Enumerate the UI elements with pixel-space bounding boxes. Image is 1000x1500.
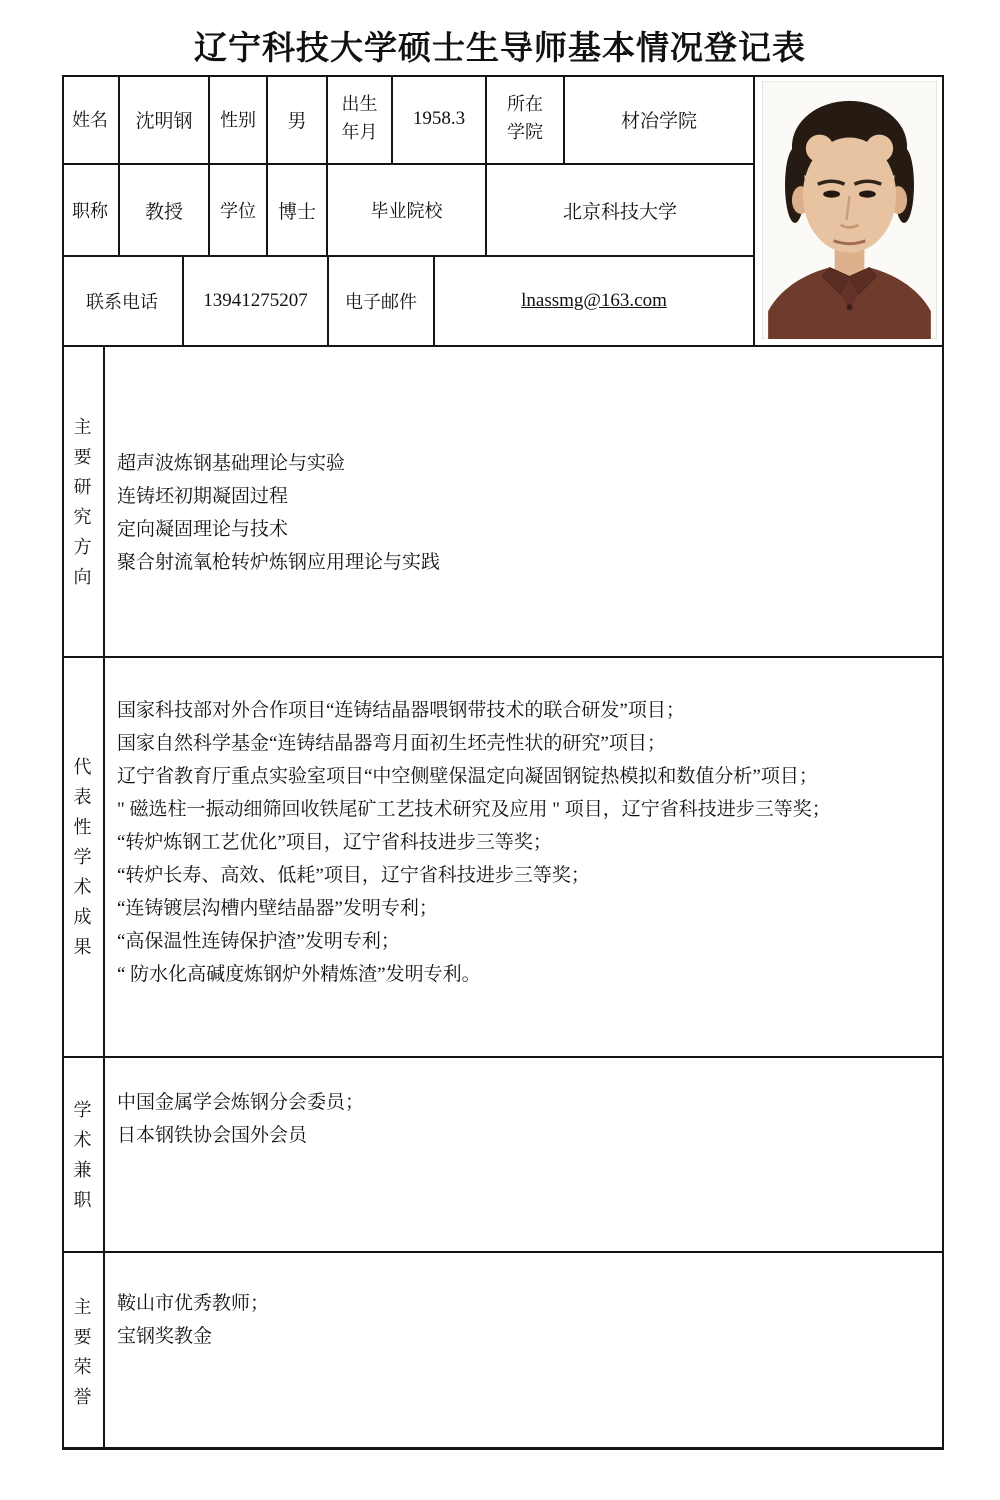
section-label-achievements-text: 代表性学术成果 (73, 757, 92, 957)
achievement-line: “转炉长寿、高效、低耗”项目，辽宁省科技进步三等奖； (117, 865, 590, 886)
phone-label: 联系电话 (62, 257, 184, 347)
achievement-line: 国家自然科学基金“连铸结晶器弯月面初生坯壳性状的研究”项目； (117, 733, 666, 754)
degree-label: 学位 (210, 165, 268, 257)
achievement-line: “转炉炼钢工艺优化”项目，辽宁省科技进步三等奖； (117, 832, 552, 853)
rank-label: 职称 (62, 165, 120, 257)
achievement-line: 辽宁省教育厅重点实验室项目“中空侧壁保温定向凝固钢锭热模拟和数值分析”项目； (117, 766, 818, 787)
phone-value: 13941275207 (184, 257, 329, 347)
info-table (62, 75, 944, 1450)
achievement-line: " 磁选柱一振动细筛回收铁尾矿工艺技术研究及应用 " 项目，辽宁省科技进步三等奖； (117, 799, 831, 820)
research-line: 超声波炼钢基础理论与实验 (117, 453, 346, 474)
research-line: 聚合射流氧枪转炉炼钢应用理论与实践 (117, 552, 441, 573)
page-title: 辽宁科技大学硕士生导师基本情况登记表 (194, 31, 806, 67)
section-content-positions (105, 1058, 944, 1253)
achievement-line: “高保温性连铸保护渣”发明专利； (117, 931, 400, 952)
honor-line: 鞍山市优秀教师； (117, 1293, 270, 1314)
birth-label-text: 出生年月 (341, 94, 378, 142)
college-value: 材冶学院 (565, 75, 755, 165)
research-line: 连铸坯初期凝固过程 (117, 486, 289, 507)
achievement-line: “连铸镀层沟槽内壁结晶器”发明专利； (117, 898, 438, 919)
research-line: 定向凝固理论与技术 (117, 519, 289, 540)
section-label-honors (62, 1253, 105, 1450)
birth-label (328, 75, 393, 165)
college-label-text: 所在学院 (507, 94, 543, 142)
rank-value: 教授 (120, 165, 210, 257)
achievement-line: “ 防水化高碱度炼钢炉外精炼渣”发明专利。 (117, 964, 481, 985)
section-label-positions (62, 1058, 105, 1253)
position-line: 日本钢铁协会国外会员 (117, 1125, 308, 1146)
section-content-achievements (105, 658, 944, 1058)
college-label (487, 75, 565, 165)
honor-line: 宝钢奖教金 (117, 1326, 213, 1347)
achievement-line: 国家科技部对外合作项目“连铸结晶器喂钢带技术的联合研发”项目； (117, 700, 685, 721)
section-label-honors-text: 主要荣誉 (73, 1296, 92, 1407)
school-label: 毕业院校 (328, 165, 487, 257)
section-label-positions-text: 学术兼职 (73, 1099, 92, 1210)
section-label-research-text: 主要研究方向 (73, 416, 92, 587)
gender-label: 性别 (210, 75, 268, 165)
section-label-achievements (62, 658, 105, 1058)
name-value: 沈明钢 (120, 75, 210, 165)
email-cell (435, 257, 755, 347)
position-line: 中国金属学会炼钢分会委员； (117, 1092, 365, 1113)
name-label: 姓名 (62, 75, 120, 165)
portrait-photo-drawing (762, 81, 937, 339)
degree-value: 博士 (268, 165, 328, 257)
portrait-photo (755, 75, 944, 347)
section-content-honors (105, 1253, 944, 1450)
section-content-research (105, 347, 944, 658)
gender-value: 男 (268, 75, 328, 165)
birth-value: 1958.3 (393, 75, 487, 165)
school-value: 北京科技大学 (487, 165, 755, 257)
email-link[interactable]: lnassmg@163.com (521, 290, 667, 311)
section-label-research (62, 347, 105, 658)
email-label: 电子邮件 (329, 257, 435, 347)
